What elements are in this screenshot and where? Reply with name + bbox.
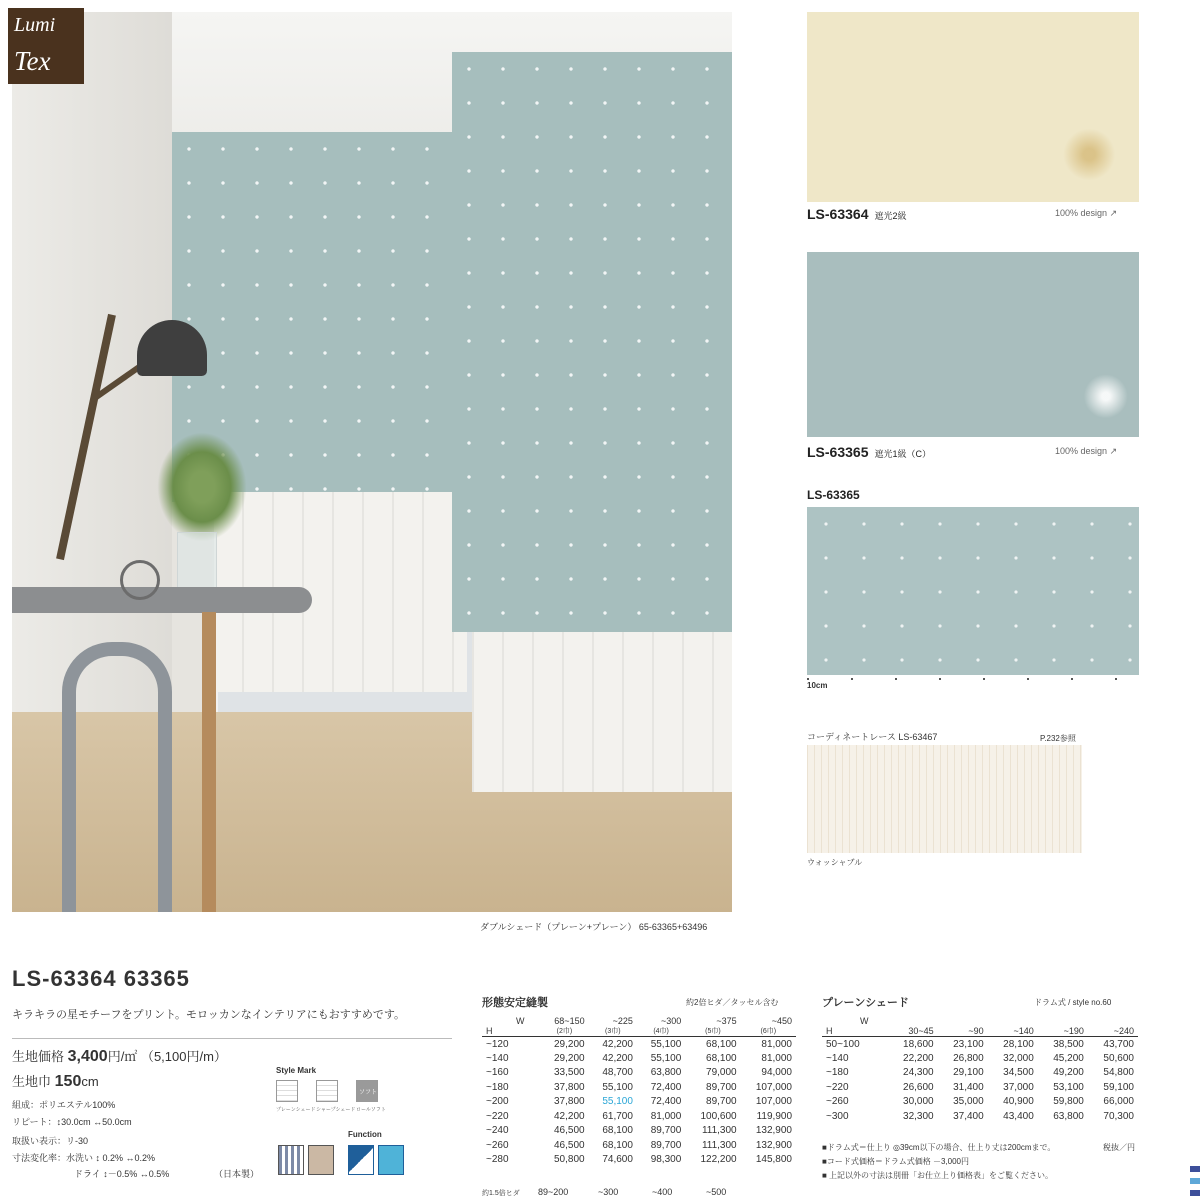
col-sub: (4巾) — [653, 1028, 669, 1035]
price-cell: 122,200 — [700, 1154, 737, 1166]
price-cell: 37,000 — [1003, 1081, 1034, 1093]
col-w: ~225 — [612, 1016, 633, 1026]
table-b-note-2: ■コード式価格＝ドラム式価格 －3,000円 — [822, 1157, 969, 1166]
price-cell: 45,200 — [1053, 1052, 1084, 1064]
price-cell: 37,800 — [554, 1081, 585, 1093]
price-cell: 29,200 — [554, 1052, 585, 1064]
washable-label: ウォッシャブル — [807, 858, 863, 867]
roll-soft-icon — [356, 1080, 378, 1102]
price-cell: 81,000 — [761, 1038, 792, 1050]
foot-val: ~300 — [598, 1187, 619, 1197]
col-w: ~450 — [771, 1016, 792, 1026]
table-a-col — [589, 1016, 637, 1037]
price-cell: 42,200 — [602, 1052, 633, 1064]
price-cell: 55,100 — [650, 1038, 682, 1050]
swatch-1-design-text: 100% design — [1055, 208, 1108, 218]
vase — [177, 532, 217, 592]
row-height-label: ~220 — [826, 1081, 849, 1093]
row-height-label: ~180 — [486, 1081, 509, 1093]
swatch-2-note: 遮光1級（C） — [874, 449, 931, 459]
table-b-note: ドラム式 / style no.60 — [1034, 998, 1112, 1007]
closeup-code: LS-63365 — [807, 488, 860, 502]
row-height-label: ~140 — [826, 1052, 849, 1064]
row-height-label: ~120 — [486, 1038, 509, 1050]
logo-line2: Tex — [14, 46, 51, 76]
price-cell: 46,500 — [554, 1125, 585, 1137]
table-b-col: ~240 — [1088, 1016, 1138, 1037]
col-sub: (2巾) — [556, 1028, 573, 1035]
swatch-ls-63364 — [807, 12, 1139, 202]
table-row — [822, 1066, 1138, 1081]
roman-shade-right — [452, 52, 732, 632]
price-cell: 55,100 — [602, 1096, 633, 1108]
price-cell: 33,500 — [554, 1067, 585, 1079]
price-cell: 74,600 — [602, 1154, 633, 1166]
price-cell: 32,300 — [903, 1110, 934, 1122]
price-cell: 55,100 — [650, 1052, 682, 1064]
table-row — [822, 1051, 1138, 1066]
sheer-shade-right — [472, 632, 732, 792]
style-cap-2: シャープシェード — [316, 1107, 356, 1113]
price-alt: （5,100円/m） — [140, 1049, 227, 1064]
row-height-label: ~260 — [486, 1139, 509, 1151]
price-cell: 63,800 — [1053, 1110, 1084, 1122]
foot-val: ~500 — [706, 1187, 727, 1197]
price-table-a — [482, 1016, 796, 1167]
table-row — [482, 1037, 796, 1052]
price-cell: 89,700 — [650, 1139, 682, 1151]
price-cell: 145,800 — [755, 1154, 792, 1166]
closeup-swatch — [807, 507, 1139, 675]
row-height-label: ~220 — [486, 1110, 509, 1122]
swatch-2-label — [807, 444, 931, 460]
price-cell: 68,100 — [706, 1052, 737, 1064]
price-cell: 28,100 — [1003, 1038, 1034, 1050]
price-cell: 72,400 — [650, 1081, 682, 1093]
width-line — [12, 1071, 99, 1091]
dimension-change-1: 寸法変化率：水洗い ↕ 0.2% ↔0.2% — [12, 1153, 156, 1163]
price-cell: 89,700 — [706, 1081, 737, 1093]
table-b-note-3: ■ 上記以外の寸法は別冊「お仕立上り価格表」をご覧ください。 — [822, 1171, 1054, 1180]
price-cell: 42,200 — [602, 1038, 633, 1050]
table-row — [822, 1109, 1138, 1124]
product-description: キラキラの星モチーフをプリント。モロッカンなインテリアにもおすすめです。 — [12, 1009, 406, 1021]
logo-line1: Lumi — [14, 14, 56, 36]
swatch-2-design — [1055, 446, 1117, 457]
price-cell: 89,700 — [650, 1125, 682, 1137]
price-cell: 50,600 — [1103, 1052, 1134, 1064]
price-cell: 40,900 — [1003, 1096, 1034, 1108]
price-cell: 100,600 — [700, 1110, 737, 1122]
width-label: 生地巾 — [12, 1074, 52, 1089]
drapery-icon — [278, 1145, 304, 1175]
table-b-note-1: ■ドラム式＝仕上り ◎39cm以下の場合、仕上り丈は200cmまで。 — [822, 1143, 1056, 1152]
width-unit: cm — [81, 1074, 99, 1089]
row-height-label: 50~100 — [826, 1038, 860, 1050]
price-cell: 111,300 — [701, 1139, 737, 1151]
arrow-icon: ↗ — [1109, 446, 1118, 456]
coordinate-ref: P.232参照 — [1040, 734, 1076, 743]
style-cap-1: プレーンシェード — [276, 1107, 316, 1113]
table-a-col — [741, 1016, 796, 1037]
price-cell: 119,900 — [756, 1110, 792, 1122]
room-photo — [12, 12, 732, 912]
table-a-corner — [482, 1016, 540, 1037]
price-cell: 42,200 — [554, 1110, 585, 1122]
table-a-col — [685, 1016, 740, 1037]
swatch-2-design-text: 100% design — [1055, 446, 1108, 456]
col-sub: (3巾) — [604, 1028, 621, 1035]
table-row — [482, 1066, 796, 1081]
divider — [12, 1038, 452, 1039]
price-cell: 98,300 — [650, 1154, 682, 1166]
table-a-title: 形態安定縫製 — [482, 997, 548, 1009]
row-height-label: ~280 — [486, 1154, 509, 1166]
plain-shade-icon — [276, 1080, 298, 1102]
table-b-col: ~140 — [988, 1016, 1038, 1037]
corner-w: W — [516, 1016, 525, 1026]
table-row — [482, 1124, 796, 1139]
table-b-corner — [822, 1016, 888, 1037]
price-cell: 34,500 — [1003, 1067, 1034, 1079]
swatch-1-code: LS-63364 — [807, 206, 869, 222]
price-cell: 111,300 — [701, 1125, 737, 1137]
price-cell: 68,100 — [602, 1125, 633, 1137]
repeat: リピート：↕30.0cm ↔50.0cm — [12, 1117, 132, 1127]
washable-icon — [378, 1145, 404, 1175]
care-label: 取扱い表示：リ-30 — [12, 1136, 89, 1146]
price-cell: 81,000 — [761, 1052, 792, 1064]
price-cell: 35,000 — [953, 1096, 984, 1108]
blackout-icon — [348, 1145, 374, 1175]
price-cell: 24,300 — [903, 1067, 934, 1079]
price-cell: 22,200 — [903, 1052, 934, 1064]
table-b-col: 30~45 — [888, 1016, 938, 1037]
coordinate-lace-swatch — [807, 745, 1082, 853]
price-cell: 30,000 — [903, 1096, 934, 1108]
origin: （日本製） — [214, 1169, 260, 1179]
fabric-icon — [308, 1145, 334, 1175]
table-row — [482, 1095, 796, 1110]
price-cell: 48,700 — [602, 1067, 633, 1079]
table-row — [482, 1153, 796, 1168]
price-cell: 132,900 — [755, 1125, 792, 1137]
corner-w: W — [860, 1016, 869, 1026]
table-a-footer — [482, 1187, 796, 1198]
price-cell: 66,000 — [1103, 1096, 1134, 1108]
dimension-change-2: ドライ ↕－0.5% ↔0.5% — [74, 1169, 170, 1179]
sharp-shade-icon — [316, 1080, 338, 1102]
coordinate-lace-label: コーディネートレース LS-63467 — [807, 732, 938, 742]
price-table-b — [822, 1016, 1138, 1124]
table-b-col: ~90 — [938, 1016, 988, 1037]
price-cell: 89,700 — [706, 1096, 737, 1108]
row-height-label: ~300 — [826, 1110, 849, 1122]
product-title: LS-63364 63365 — [12, 966, 190, 991]
row-height-label: ~240 — [486, 1125, 509, 1137]
row-height-label: ~180 — [826, 1067, 849, 1079]
swatch-1-note: 遮光2級 — [874, 211, 907, 221]
price-cell: 23,100 — [953, 1038, 984, 1050]
price-cell: 38,500 — [1053, 1038, 1084, 1050]
page-edge-mark — [1188, 1166, 1200, 1200]
table-row — [482, 1109, 796, 1124]
price-cell: 26,600 — [903, 1081, 934, 1093]
price-value: 3,400 — [67, 1048, 108, 1065]
table-row — [482, 1051, 796, 1066]
price-cell: 46,500 — [554, 1139, 585, 1151]
col-sub: (6巾) — [760, 1028, 777, 1035]
table-leg — [202, 612, 216, 912]
price-cell: 94,000 — [761, 1067, 792, 1079]
plant — [157, 432, 247, 542]
price-cell: 132,900 — [755, 1139, 792, 1151]
scale-label: 10cm — [807, 681, 828, 690]
scale-ticks — [807, 678, 1139, 680]
width-value: 150 — [54, 1073, 82, 1090]
corner-h: H — [486, 1026, 493, 1036]
style-mark-heading: Style Mark — [276, 1066, 317, 1075]
corner-h: H — [826, 1026, 833, 1036]
row-height-label: ~140 — [486, 1052, 509, 1064]
price-cell: 72,400 — [650, 1096, 682, 1108]
row-height-label: ~260 — [826, 1096, 849, 1108]
lumitex-logo — [8, 8, 84, 84]
table-row — [822, 1037, 1138, 1052]
price-cell: 68,100 — [602, 1139, 633, 1151]
arrow-icon: ↗ — [1109, 208, 1118, 218]
style-cap-3: ロールソフト — [356, 1107, 386, 1113]
col-w: 68~150 — [554, 1016, 585, 1026]
price-cell: 31,400 — [953, 1081, 984, 1093]
price-cell: 59,100 — [1103, 1081, 1134, 1093]
composition: 組成：ポリエステル100% — [12, 1100, 116, 1110]
price-cell: 29,200 — [554, 1038, 585, 1050]
table-b-col: ~190 — [1038, 1016, 1088, 1037]
chair — [62, 642, 172, 912]
price-cell: 50,800 — [554, 1154, 585, 1166]
foot-val: ~400 — [652, 1187, 673, 1197]
photo-caption: ダブルシェード（プレーン+プレーン） 65-63365+63496 — [480, 922, 708, 932]
table-row — [482, 1138, 796, 1153]
price-cell: 18,600 — [903, 1038, 934, 1050]
col-w: ~375 — [716, 1016, 737, 1026]
price-cell: 61,700 — [602, 1110, 633, 1122]
price-unit: 円/㎡ — [107, 1049, 138, 1064]
price-cell: 26,800 — [953, 1052, 984, 1064]
foot-label: 約1.5倍ヒダ — [482, 1190, 520, 1197]
price-cell: 70,300 — [1103, 1110, 1134, 1122]
swatch-ls-63365 — [807, 252, 1139, 437]
price-cell: 107,000 — [755, 1096, 792, 1108]
price-cell: 29,100 — [953, 1067, 984, 1079]
table-row — [822, 1095, 1138, 1110]
table-a-col — [540, 1016, 588, 1037]
swatch-2-code: LS-63365 — [807, 444, 869, 460]
swatch-1-design — [1055, 208, 1117, 219]
price-cell: 59,800 — [1053, 1096, 1084, 1108]
price-cell: 68,100 — [706, 1038, 737, 1050]
price-cell: 43,700 — [1103, 1038, 1134, 1050]
foot-val: 89~200 — [538, 1187, 569, 1197]
row-height-label: ~160 — [486, 1067, 509, 1079]
price-line — [12, 1046, 227, 1066]
row-height-label: ~200 — [486, 1096, 509, 1108]
swatch-1-label — [807, 206, 907, 222]
table-b-unit: 税抜／円 — [1103, 1143, 1135, 1152]
soft-badge: ソフト — [359, 1090, 378, 1096]
col-w: ~300 — [661, 1016, 682, 1026]
price-cell: 43,400 — [1003, 1110, 1034, 1122]
price-cell: 54,800 — [1103, 1067, 1134, 1079]
price-cell: 32,000 — [1003, 1052, 1034, 1064]
table-a-col — [637, 1016, 685, 1037]
price-cell: 37,800 — [554, 1096, 585, 1108]
price-cell: 37,400 — [953, 1110, 984, 1122]
price-cell: 81,000 — [650, 1110, 682, 1122]
price-cell: 49,200 — [1053, 1067, 1084, 1079]
table-row — [482, 1080, 796, 1095]
price-cell: 55,100 — [602, 1081, 633, 1093]
decor-ball — [120, 560, 160, 600]
price-cell: 107,000 — [755, 1081, 792, 1093]
table-b-title: プレーンシェード — [822, 997, 909, 1009]
table-a-note: 約2倍ヒダ／タッセル含む — [686, 998, 779, 1007]
col-sub: (5巾) — [705, 1028, 721, 1035]
price-cell: 53,100 — [1053, 1081, 1084, 1093]
price-cell: 63,800 — [650, 1067, 682, 1079]
price-cell: 79,000 — [706, 1067, 737, 1079]
function-heading: Function — [348, 1130, 382, 1139]
table — [12, 587, 312, 613]
price-label: 生地価格 — [12, 1049, 65, 1064]
table-row — [822, 1080, 1138, 1095]
